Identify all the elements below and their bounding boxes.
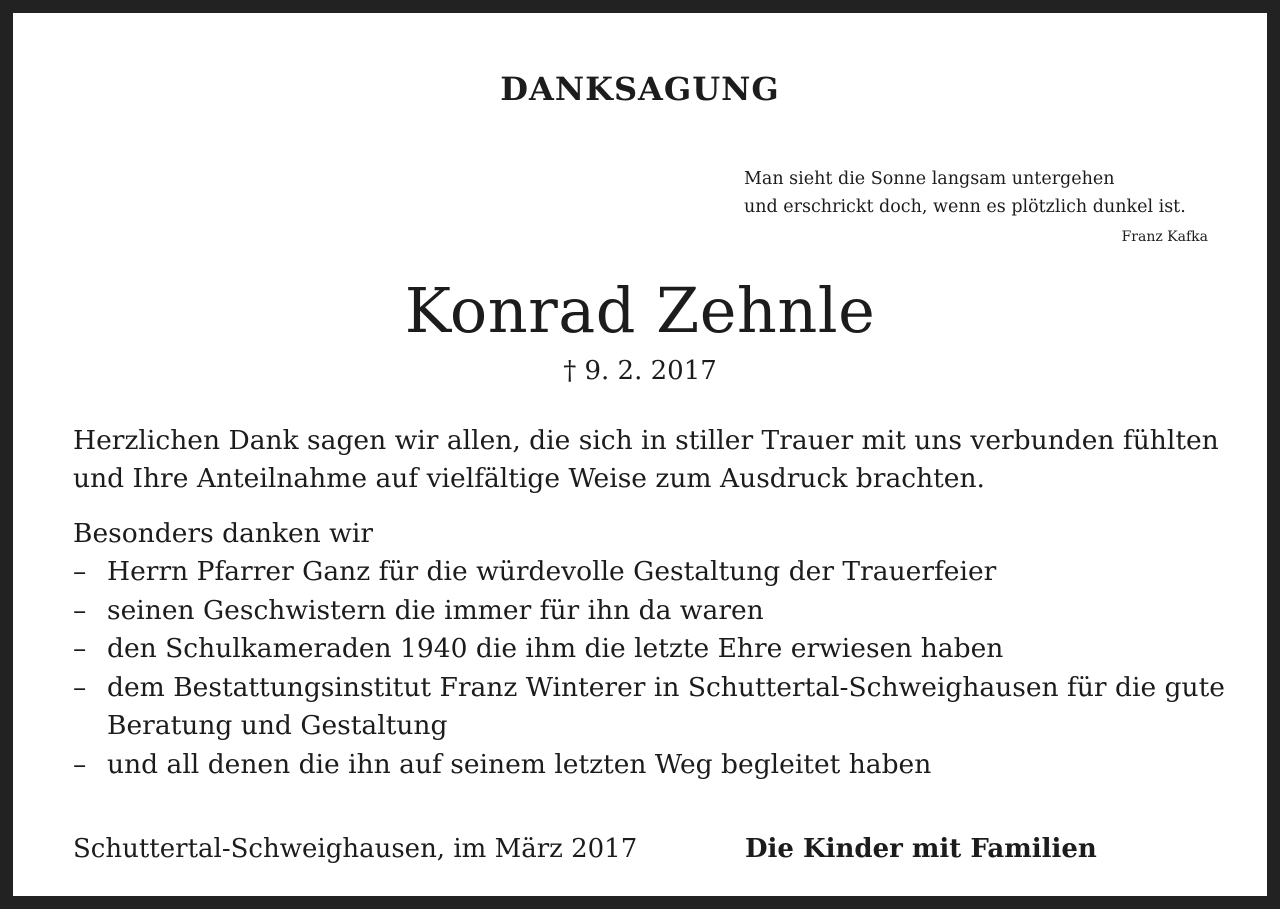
list-item [73,746,1238,785]
dash-bullet: – [73,748,87,780]
dash-bullet: – [73,594,87,626]
list-item-text: den Schulkameraden 1940 die ihm die letzte Ehre erwiesen haben [107,633,1004,664]
place-date: Schuttertal-Schweighausen, im März 2017 [73,834,638,864]
list-item [73,553,1238,592]
signature: Die Kinder mit Familien [745,834,1097,864]
list-item [73,669,1238,746]
quote-line: und erschrickt doch, wenn es plötzlich dunkel ist. [744,197,1186,217]
special-thanks-list [73,553,1238,784]
special-thanks-intro: Besonders danken wir [73,518,374,549]
list-item [73,592,1238,631]
thanks-paragraph: Herzlichen Dank sagen wir allen, die sich in stiller Trauer mit uns verbunden fühlten und Ihre Anteilnahme auf vielfältige Weise zum Ausdruck brachten. [73,425,1219,494]
dash-bullet: – [73,671,87,703]
death-date: † 9. 2. 2017 [563,356,717,386]
list-item-text: dem Bestattungsinstitut Franz Winterer in Schuttertal-Schweighausen für die gute Beratung und Gestaltung [107,671,1225,741]
quote [744,165,1236,221]
list-item-text: Herrn Pfarrer Ganz für die würdevolle Gestaltung der Trauerfeier [107,556,997,587]
dash-bullet: – [73,633,87,664]
list-item-text: seinen Geschwistern die immer für ihn da waren [107,594,764,626]
list-item-text: und all denen die ihn auf seinem letzten Weg begleitet haben [107,748,932,780]
list-item [73,630,1238,669]
deceased-name: Konrad Zehnle [404,274,876,347]
notice-heading: DANKSAGUNG [500,70,780,108]
quote-line: Man sieht die Sonne langsam untergehen [744,169,1115,189]
dash-bullet: – [73,556,87,587]
quote-author: Franz Kafka [1121,229,1208,245]
